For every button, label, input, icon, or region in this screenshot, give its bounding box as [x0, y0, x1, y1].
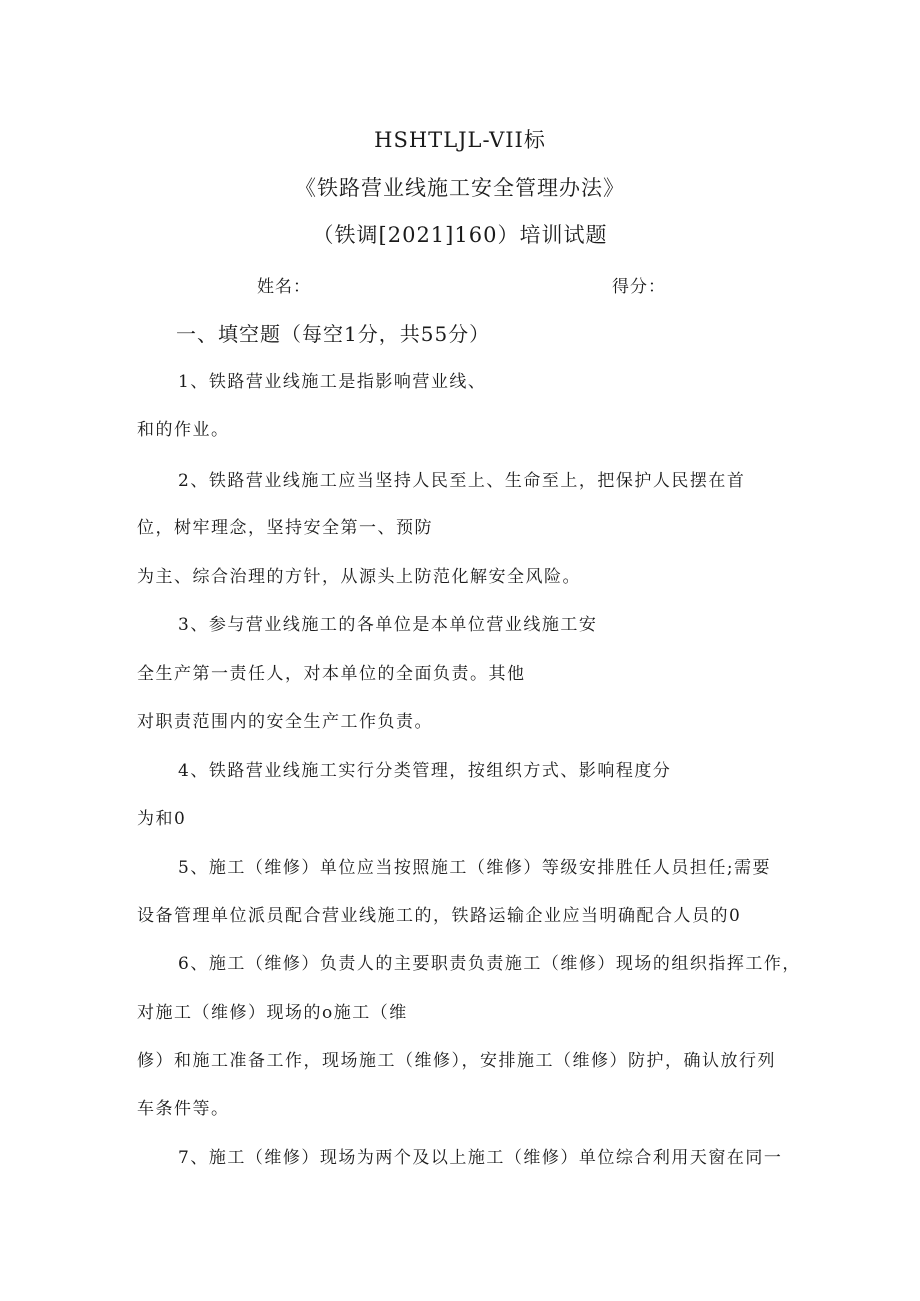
question-4-line-2: 为和0 — [137, 809, 187, 829]
document-main-title: 《铁路营业线施工安全管理办法》 — [295, 176, 625, 200]
question-6-line-3: 修）和施工准备工作，现场施工（维修），安排施工（维修）防护，确认放行列 — [137, 1051, 776, 1071]
question-6-line-4: 车条件等。 — [137, 1099, 230, 1119]
question-5-line-2: 设备管理单位派员配合营业线施工的，铁路运输企业应当明确配合人员的0 — [137, 906, 742, 926]
question-4-line-1: 4、铁路营业线施工实行分类管理，按组织方式、影响程度分 — [178, 761, 672, 781]
question-1-line-2: 和的作业。 — [137, 420, 230, 440]
question-3-line-3: 对职责范围内的安全生产工作负责。 — [137, 712, 433, 732]
document-subtitle: （铁调[2021]160）培训试题 — [312, 223, 608, 247]
question-5-line-1: 5、施工（维修）单位应当按照施工（维修）等级安排胜任人员担任;需要 — [178, 858, 772, 878]
question-3-line-1: 3、参与营业线施工的各单位是本单位营业线施工安 — [178, 615, 598, 635]
question-7-line-1: 7、施工（维修）现场为两个及以上施工（维修）单位综合利用天窗在同一 — [178, 1148, 783, 1168]
question-6-line-2: 对施工（维修）现场的o施工（维 — [137, 1003, 408, 1023]
question-6-line-1: 6、施工（维修）负责人的主要职责负责施工（维修）现场的组织指挥工作， — [178, 954, 801, 974]
question-1-line-1: 1、铁路营业线施工是指影响营业线、 — [178, 372, 487, 392]
question-2-line-3: 为主、综合治理的方针，从源头上防范化解安全风险。 — [137, 567, 581, 587]
name-field-label: 姓名： — [257, 277, 311, 297]
question-2-line-2: 位，树牢理念，坚持安全第一、预防 — [137, 518, 433, 538]
section-heading: 一、填空题（每空1分，共55分） — [176, 322, 491, 346]
document-code-title: HSHTLJL-VII标 — [374, 128, 546, 152]
question-2-line-1: 2、铁路营业线施工应当坚持人民至上、生命至上，把保护人民摆在首 — [178, 471, 746, 491]
question-3-line-2: 全生产第一责任人，对本单位的全面负责。其他 — [137, 664, 526, 684]
score-field-label: 得分： — [612, 277, 666, 297]
